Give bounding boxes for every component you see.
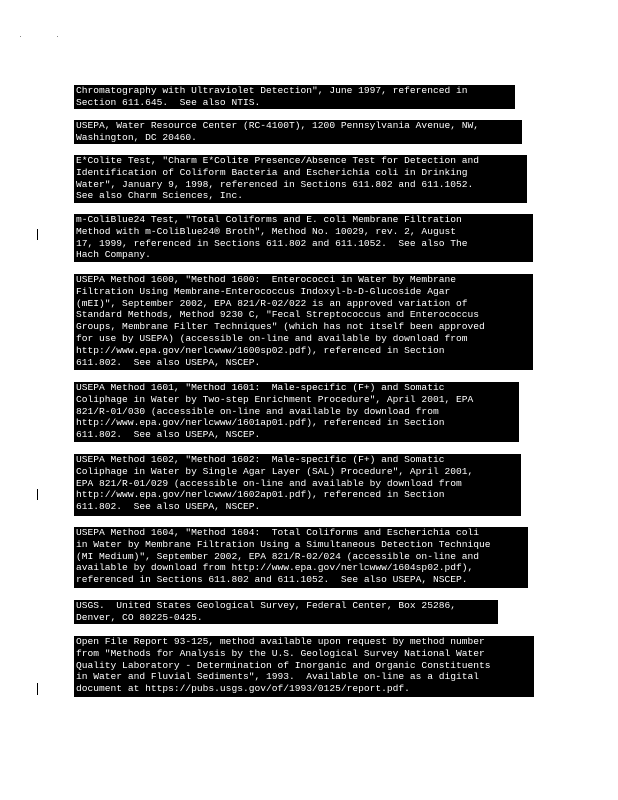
entry-line: http://www.epa.gov/nerlcwww/1601ap01.pdf), referenced in Section xyxy=(76,417,445,429)
entry-line: Coliphage in Water by Single Agar Layer (SAL) Procedure", April 2001, xyxy=(76,465,474,477)
entry-line: m-ColiBlue24 Test, "Total Coliforms and E. coli Membrane Filtration xyxy=(76,214,462,225)
entry-line: Method with m-ColiBlue24® Broth", Method No. 10029, rev. 2, August xyxy=(76,225,456,237)
reference-entry xyxy=(74,382,519,442)
entry-line: Filtration Using Membrane-Enterococcus Indoxyl-b-D-Glucoside Agar xyxy=(76,285,451,297)
entry-line: USEPA Method 1604, "Method 1604: Total Coliforms and Escherichia coli xyxy=(76,527,480,538)
entry-line: USEPA Method 1602, "Method 1602: Male-specific (F+) and Somatic xyxy=(76,454,445,465)
entry-line: Standard Methods, Method 9230 C, "Fecal Streptococcus and Enterococcus xyxy=(76,309,480,321)
revision-bar xyxy=(37,229,38,240)
entry-line: http://www.epa.gov/nerlcwww/1600sp02.pdf), referenced in Section xyxy=(76,344,445,356)
entry-line: Water", January 9, 1998, referenced in Sections 611.802 and 611.1052. xyxy=(76,178,474,190)
entry-line: Quality Laboratory - Determination of Inorganic and Organic Constituents xyxy=(76,659,491,671)
reference-entry xyxy=(74,120,522,144)
reference-entry xyxy=(74,527,528,588)
reference-entry xyxy=(74,214,533,262)
reference-entry xyxy=(74,600,498,624)
entry-line: USEPA Method 1601, "Method 1601: Male-specific (F+) and Somatic xyxy=(76,382,445,393)
entry-line: 821/R-01/030 (accessible on-line and available by download from xyxy=(76,405,439,417)
entry-line: EPA 821/R-01/029 (accessible on-line and available by download from xyxy=(76,477,462,489)
reference-entry xyxy=(74,454,521,516)
entry-line: Hach Company. xyxy=(76,249,151,261)
entry-line: (mEI)", September 2002, EPA 821/R-02/022 is an approved variation of xyxy=(76,297,468,309)
entry-line: document at https://pubs.usgs.gov/of/1993/0125/report.pdf. xyxy=(76,683,410,695)
revision-bar xyxy=(37,489,38,500)
reference-entry xyxy=(74,274,533,370)
entry-line: Chromatography with Ultraviolet Detection", June 1997, referenced in xyxy=(76,85,468,96)
entry-line: from "Methods for Analysis by the U.S. Geological Survey National Water xyxy=(76,647,485,659)
entry-line: Open File Report 93-125, method available upon request by method number xyxy=(76,636,485,647)
entry-line: referenced in Sections 611.802 and 611.1052. See also USEPA, NSCEP. xyxy=(76,574,468,586)
entry-line: Groups, Membrane Filter Techniques" (which has not itself been approved xyxy=(76,321,485,333)
entry-line: USEPA Method 1600, "Method 1600: Enterococci in Water by Membrane xyxy=(76,274,456,285)
reference-entry xyxy=(74,636,534,697)
entry-line: for use by USEPA) (accessible on-line and available by download from xyxy=(76,332,468,344)
reference-entry xyxy=(74,85,515,109)
entry-line: 611.802. See also USEPA, NSCEP. xyxy=(76,429,261,441)
entry-line: E*Colite Test, "Charm E*Colite Presence/Absence Test for Detection and xyxy=(76,155,480,166)
reference-entry xyxy=(74,155,527,203)
entry-line: 17, 1999, referenced in Sections 611.802 and 611.1052. See also The xyxy=(76,237,468,249)
entry-line: USGS. United States Geological Survey, Federal Center, Box 25286, xyxy=(76,600,456,611)
entry-line: http://www.epa.gov/nerlcwww/1602ap01.pdf), referenced in Section xyxy=(76,489,445,501)
entry-line: 611.802. See also USEPA, NSCEP. xyxy=(76,501,261,513)
entry-line: in Water by Membrane Filtration Using a Simultaneous Detection Technique xyxy=(76,538,491,550)
entry-line: Section 611.645. See also NTIS. xyxy=(76,96,261,108)
entry-line: Denver, CO 80225-0425. xyxy=(76,611,203,623)
scan-speck xyxy=(20,36,21,37)
entry-line: USEPA, Water Resource Center (RC-4100T), 1200 Pennsylvania Avenue, NW, xyxy=(76,120,480,131)
entry-line: Coliphage in Water by Two-step Enrichment Procedure", April 2001, EPA xyxy=(76,393,474,405)
scan-speck xyxy=(57,36,58,37)
entry-line: Washington, DC 20460. xyxy=(76,131,197,143)
entry-line: 611.802. See also USEPA, NSCEP. xyxy=(76,356,261,368)
entry-line: Identification of Coliform Bacteria and Escherichia coli in Drinking xyxy=(76,166,468,178)
entry-line: (MI Medium)", September 2002, EPA 821/R-02/024 (accessible on-line and xyxy=(76,550,480,562)
entry-line: See also Charm Sciences, Inc. xyxy=(76,190,243,202)
revision-bar xyxy=(37,683,38,695)
entry-line: available by download from http://www.epa.gov/nerlcwww/1604sp02.pdf), xyxy=(76,562,474,574)
entry-line: in Water and Fluvial Sediments", 1993. Available on-line as a digital xyxy=(76,671,480,683)
